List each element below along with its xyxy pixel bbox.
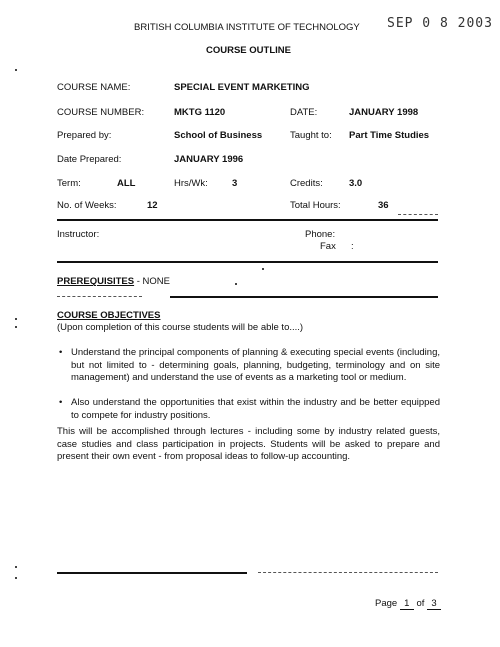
hrs-per-week-label: Hrs/Wk: bbox=[174, 178, 208, 189]
scan-speck bbox=[15, 566, 17, 568]
objective-bullet bbox=[57, 397, 440, 422]
date-value: JANUARY 1998 bbox=[349, 107, 419, 118]
date-label: DATE: bbox=[290, 107, 318, 118]
hrs-per-week-value: 3 bbox=[232, 178, 238, 189]
page-total: 3 bbox=[427, 599, 441, 610]
date-prepared-label: Date Prepared: bbox=[57, 154, 122, 165]
objectives-heading: COURSE OBJECTIVES bbox=[57, 310, 161, 321]
term-label: Term: bbox=[57, 178, 81, 189]
prerequisites-row bbox=[57, 276, 170, 287]
of-label: of bbox=[416, 598, 425, 609]
taught-to-label: Taught to: bbox=[290, 130, 332, 141]
course-number-label: COURSE NUMBER: bbox=[57, 107, 145, 118]
fax-label: Fax bbox=[320, 241, 336, 252]
bullet-dot-icon: • bbox=[59, 347, 63, 358]
term-value: ALL bbox=[117, 178, 136, 189]
course-number-value: MKTG 1120 bbox=[174, 107, 226, 118]
page-label: Page bbox=[375, 598, 398, 609]
prepared-by-value: School of Business bbox=[174, 130, 263, 141]
objectives-summary: This will be accomplished through lectures - including some by industry related guests, case studies and class participation in projects. Students will be asked to prepare and present their own event - from proposal ideas to follow-up accounting. bbox=[57, 426, 440, 462]
scan-dash-mark bbox=[258, 572, 438, 573]
weeks-value: 12 bbox=[147, 200, 158, 211]
section-divider bbox=[57, 261, 438, 263]
fax-separator: : bbox=[351, 241, 354, 252]
scan-speck bbox=[15, 326, 17, 328]
section-divider bbox=[57, 219, 438, 221]
scan-speck bbox=[235, 283, 237, 285]
footer-divider bbox=[57, 572, 247, 574]
course-name-label: COURSE NAME: bbox=[57, 82, 131, 93]
scan-dash-mark bbox=[398, 214, 438, 215]
section-divider bbox=[170, 296, 438, 298]
institution-name: BRITISH COLUMBIA INSTITUTE OF TECHNOLOGY bbox=[134, 22, 360, 33]
credits-value: 3.0 bbox=[349, 178, 363, 189]
phone-label: Phone: bbox=[305, 229, 336, 240]
objective-text: Understand the principal components of planning & executing special events (including, but not limited to - determining goals, planning, budgeting, terminology and on site management) and understand the use of events as a marketing tool or medium. bbox=[71, 347, 440, 383]
bullet-dot-icon: • bbox=[59, 397, 63, 408]
course-name-value: SPECIAL EVENT MARKETING bbox=[174, 82, 310, 93]
total-hours-value: 36 bbox=[378, 200, 389, 211]
credits-label: Credits: bbox=[290, 178, 323, 189]
total-hours-label: Total Hours: bbox=[290, 200, 341, 211]
objective-text: Also understand the opportunities that exist within the industry and be better equipped to compete for industry positions. bbox=[71, 397, 440, 421]
scan-speck bbox=[15, 69, 17, 71]
date-prepared-value: JANUARY 1996 bbox=[174, 154, 244, 165]
taught-to-value: Part Time Studies bbox=[349, 130, 430, 141]
weeks-label: No. of Weeks: bbox=[57, 200, 117, 211]
page-indicator bbox=[375, 598, 441, 610]
scan-speck bbox=[262, 268, 264, 270]
prepared-by-label: Prepared by: bbox=[57, 130, 112, 141]
scan-dash-mark bbox=[57, 296, 142, 297]
page-number: 1 bbox=[400, 599, 414, 610]
scan-speck bbox=[15, 318, 17, 320]
scan-speck bbox=[15, 577, 17, 579]
objectives-intro: (Upon completion of this course students will be able to....) bbox=[57, 322, 304, 333]
received-date-stamp: SEP 0 8 2003 bbox=[387, 16, 493, 31]
document-title: COURSE OUTLINE bbox=[206, 45, 291, 56]
instructor-label: Instructor: bbox=[57, 229, 100, 240]
objective-bullet bbox=[57, 347, 440, 385]
prerequisites-value: - NONE bbox=[134, 276, 170, 287]
prerequisites-label: PREREQUISITES bbox=[57, 276, 135, 287]
